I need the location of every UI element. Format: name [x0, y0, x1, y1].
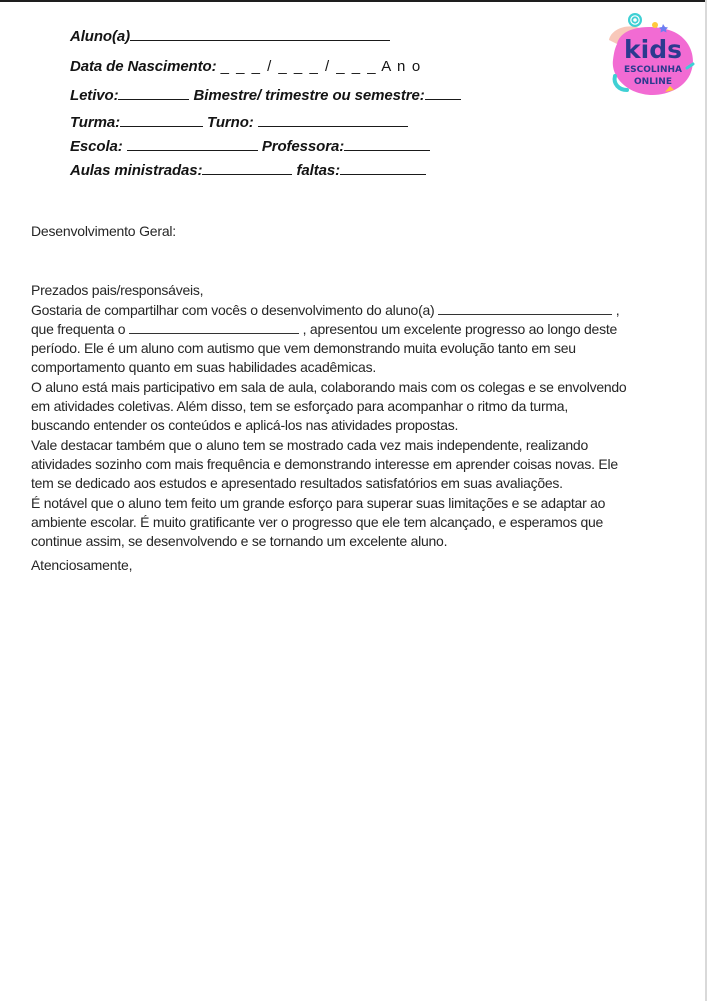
svg-text:kids: kids	[624, 35, 682, 64]
classes-given-field[interactable]	[202, 161, 292, 175]
letter-line: comportamento quanto em suas habilidades acadêmicas.	[31, 359, 376, 376]
birthdate-row	[70, 58, 421, 75]
section-title: Desenvolvimento Geral:	[31, 223, 176, 239]
teacher-field[interactable]	[344, 137, 430, 151]
student-label: Aluno(a)	[70, 28, 131, 45]
school-field[interactable]	[127, 137, 258, 151]
letter-line: ambiente escolar. É muito gratificante ver o progresso que ele tem alcançado, e esperamos que	[31, 513, 604, 530]
period-label: Bimestre/ trimestre ou semestre:	[193, 87, 425, 104]
letter-line: Vale destacar também que o aluno tem se mostrado cada vez mais independente, realizando	[31, 436, 589, 453]
letter-greeting: Prezados pais/responsáveis,	[31, 282, 204, 299]
letter-line: que frequenta o , apresentou um excelente progresso ao longo deste	[31, 320, 618, 337]
letter-line: em atividades coletivas. Além disso, tem se esforçado para acompanhar o ritmo da turma,	[31, 398, 568, 415]
closing-signoff: Atenciosamente,	[31, 557, 133, 573]
absences-label: faltas:	[296, 162, 340, 179]
student-name-field[interactable]	[130, 27, 390, 41]
letter-line: Gostaria de compartilhar com vocês o desenvolvimento do aluno(a) ,	[31, 301, 620, 318]
letter-line: período. Ele é um aluno com autismo que vem demonstrando muita evolução tanto em seu	[31, 340, 576, 357]
class-row	[70, 113, 408, 131]
class-label: Turma:	[70, 114, 120, 131]
school-year-label: Letivo:	[70, 87, 119, 104]
school-year-field[interactable]	[118, 86, 189, 100]
kids-escolinha-online-logo	[603, 10, 699, 102]
svg-text:ONLINE: ONLINE	[634, 77, 672, 87]
letter-line: atividades sozinho com mais frequência e demonstrando interesse em aprender coisas novas. Ele	[31, 455, 618, 472]
letter-line: tem se dedicado aos estudos e apresentado resultados satisfatórios em suas avaliações.	[31, 475, 563, 492]
teacher-label: Professora:	[261, 138, 345, 155]
school-label: Escola:	[70, 138, 123, 155]
page-top-edge	[0, 0, 707, 2]
letter-line: buscando entender os conteúdos e aplicá-los nas atividades propostas.	[31, 417, 459, 434]
student-row	[70, 27, 390, 45]
absences-field[interactable]	[340, 161, 426, 175]
shift-field[interactable]	[258, 113, 408, 127]
school-grade-blank[interactable]	[129, 321, 299, 334]
birthdate-field[interactable]: _ _ _ / _ _ _ / _ _ _	[220, 58, 378, 75]
birthdate-label: Data de Nascimento:	[70, 58, 217, 75]
school-year-row	[70, 86, 461, 104]
letter-line: continue assim, se desenvolvendo e se tornando um excelente aluno.	[31, 533, 448, 550]
period-field[interactable]	[425, 86, 461, 100]
letter-line: É notável que o aluno tem feito um grande esforço para superar suas limitações e se adaptar ao	[31, 494, 606, 511]
shift-label: Turno:	[207, 114, 254, 131]
letter-line: O aluno está mais participativo em sala de aula, colaborando mais com os colegas e se envolvendo	[31, 378, 627, 395]
student-name-blank[interactable]	[438, 302, 612, 315]
year-label: A n o	[381, 58, 422, 75]
attendance-row	[70, 161, 426, 179]
school-row	[70, 137, 430, 155]
letter-body	[31, 262, 691, 551]
svg-text:ESCOLINHA: ESCOLINHA	[624, 65, 682, 75]
class-field[interactable]	[120, 113, 203, 127]
classes-given-label: Aulas ministradas:	[70, 162, 203, 179]
